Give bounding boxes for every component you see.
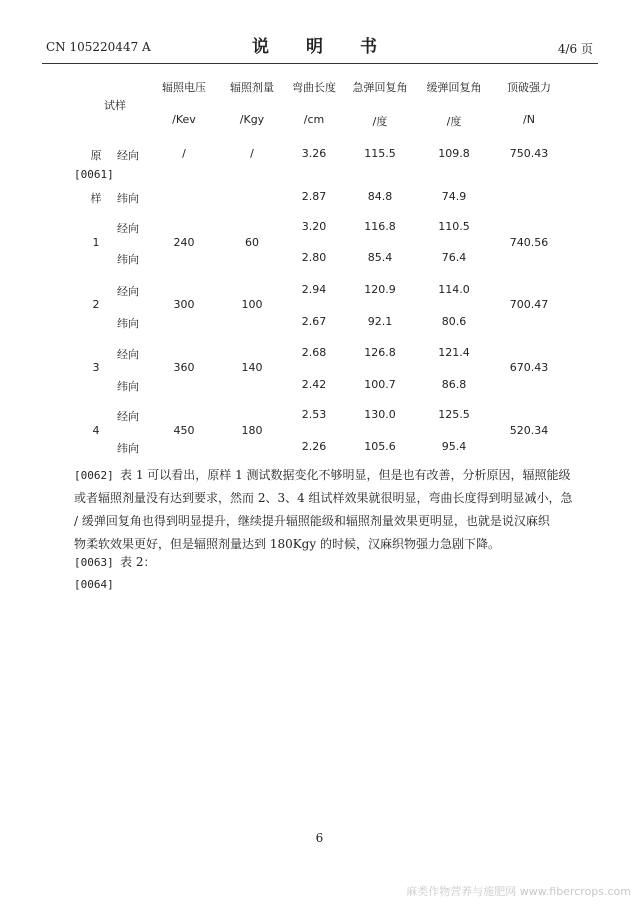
- weft-slow: 86.8: [441, 378, 467, 391]
- group-voltage: 450: [173, 424, 195, 437]
- group-dose: 60: [245, 236, 259, 249]
- weft-quick: 92.1: [367, 315, 393, 328]
- weft-bend: 2.26: [301, 440, 327, 453]
- warp-bend: 2.53: [301, 408, 327, 421]
- original-weft-bend: 2.87: [301, 190, 327, 203]
- original-warp-quick: 115.5: [364, 147, 396, 160]
- weft-slow: 80.6: [441, 315, 467, 328]
- original-dose: /: [250, 147, 254, 160]
- original-warp-slow: 109.8: [438, 147, 470, 160]
- group-dose: 140: [241, 361, 263, 374]
- header-voltage-unit: /Kev: [172, 113, 196, 126]
- header-quick-unit: /度: [372, 115, 388, 128]
- weft-slow: 95.4: [441, 440, 467, 453]
- header-bend-unit: /cm: [303, 113, 325, 126]
- warp-label: 经向: [117, 285, 139, 298]
- group-id: 3: [92, 361, 100, 374]
- group-id: 2: [92, 298, 100, 311]
- group-burst: 670.43: [509, 361, 549, 374]
- paragraph-number-0061: [0061]: [74, 168, 114, 181]
- warp-slow: 121.4: [438, 346, 470, 359]
- group-burst: 520.34: [509, 424, 549, 437]
- warp-bend: 2.68: [301, 346, 327, 359]
- paragraph-line: / 缓弹回复角也得到明显提升，继续提升辐照能级和辐照剂量效果更明显，也就是说汉麻织: [74, 514, 550, 528]
- group-burst: 700.47: [509, 298, 549, 311]
- header-burst-strength: 顶破强力: [507, 81, 551, 94]
- warp-quick: 116.8: [364, 220, 396, 233]
- header-dose: 辐照剂量: [230, 81, 274, 94]
- weft-label: 纬向: [117, 192, 139, 205]
- group-voltage: 360: [173, 361, 195, 374]
- warp-bend: 2.94: [301, 283, 327, 296]
- weft-label: 纬向: [117, 380, 139, 393]
- group-id: 1: [92, 236, 100, 249]
- warp-bend: 3.20: [301, 220, 327, 233]
- weft-bend: 2.42: [301, 378, 327, 391]
- warp-slow: 114.0: [438, 283, 470, 296]
- paragraph-0062: [74, 464, 599, 556]
- header-dose-unit: /Kgy: [239, 113, 265, 126]
- header-slow-unit: /度: [446, 115, 462, 128]
- group-voltage: 300: [173, 298, 195, 311]
- warp-quick: 120.9: [364, 283, 396, 296]
- page-indicator: 4/6 页: [557, 42, 593, 56]
- weft-slow: 76.4: [441, 251, 467, 264]
- warp-label: 经向: [117, 222, 139, 235]
- group-voltage: 240: [173, 236, 195, 249]
- table-2-caption: 表 2：: [120, 555, 156, 569]
- header-bend: 弯曲长度: [292, 81, 336, 94]
- original-label-top: 原: [90, 149, 102, 162]
- header-quick-recovery: 急弹回复角: [352, 81, 408, 94]
- group-dose: 180: [241, 424, 263, 437]
- paragraph-line: 物柔软效果更好，但是辐照剂量达到 180Kgy 的时候，汉麻织物强力急剧下降。: [74, 537, 500, 551]
- patent-number: CN 105220447 A: [46, 40, 151, 54]
- warp-label: 经向: [117, 149, 139, 162]
- warp-slow: 125.5: [438, 408, 470, 421]
- document-title: 说 明 书: [252, 37, 387, 57]
- paragraph-0063: [120, 551, 320, 574]
- group-dose: 100: [241, 298, 263, 311]
- header-rule: [42, 63, 598, 64]
- warp-label: 经向: [117, 410, 139, 423]
- header-voltage: 辐照电压: [162, 81, 206, 94]
- weft-label: 纬向: [117, 253, 139, 266]
- warp-slow: 110.5: [438, 220, 470, 233]
- paragraph-line: 表 1 可以看出，原样 1 测试数据变化不够明显，但是也有改善，分析原因，辐照能级: [120, 468, 571, 482]
- header-sample: 试样: [104, 99, 126, 112]
- weft-quick: 105.6: [364, 440, 396, 453]
- header-burst-unit: /N: [523, 113, 535, 126]
- original-label-bottom: 样: [90, 192, 102, 205]
- group-burst: 740.56: [509, 236, 549, 249]
- paragraph-number-0062: [0062]: [74, 469, 114, 482]
- original-voltage: /: [182, 147, 186, 160]
- original-weft-quick: 84.8: [367, 190, 393, 203]
- weft-bend: 2.67: [301, 315, 327, 328]
- warp-quick: 130.0: [364, 408, 396, 421]
- paragraph-line: 或者辐照剂量没有达到要求，然而 2、3、4 组试样效果就很明显，弯曲长度得到明显减小，急: [74, 491, 573, 505]
- group-id: 4: [92, 424, 100, 437]
- weft-bend: 2.80: [301, 251, 327, 264]
- original-burst: 750.43: [509, 147, 549, 160]
- original-weft-slow: 74.9: [441, 190, 467, 203]
- warp-quick: 126.8: [364, 346, 396, 359]
- original-warp-bend: 3.26: [301, 147, 327, 160]
- paragraph-number-0064: [0064]: [74, 578, 114, 591]
- weft-label: 纬向: [117, 317, 139, 330]
- header-slow-recovery: 缓弹回复角: [426, 81, 482, 94]
- watermark: 麻类作物营养与施肥网 www.fibercrops.com: [406, 885, 631, 898]
- weft-label: 纬向: [117, 442, 139, 455]
- page-number: 6: [315, 831, 324, 845]
- weft-quick: 85.4: [367, 251, 393, 264]
- warp-label: 经向: [117, 348, 139, 361]
- paragraph-number-0063: [0063]: [74, 556, 114, 569]
- weft-quick: 100.7: [364, 378, 396, 391]
